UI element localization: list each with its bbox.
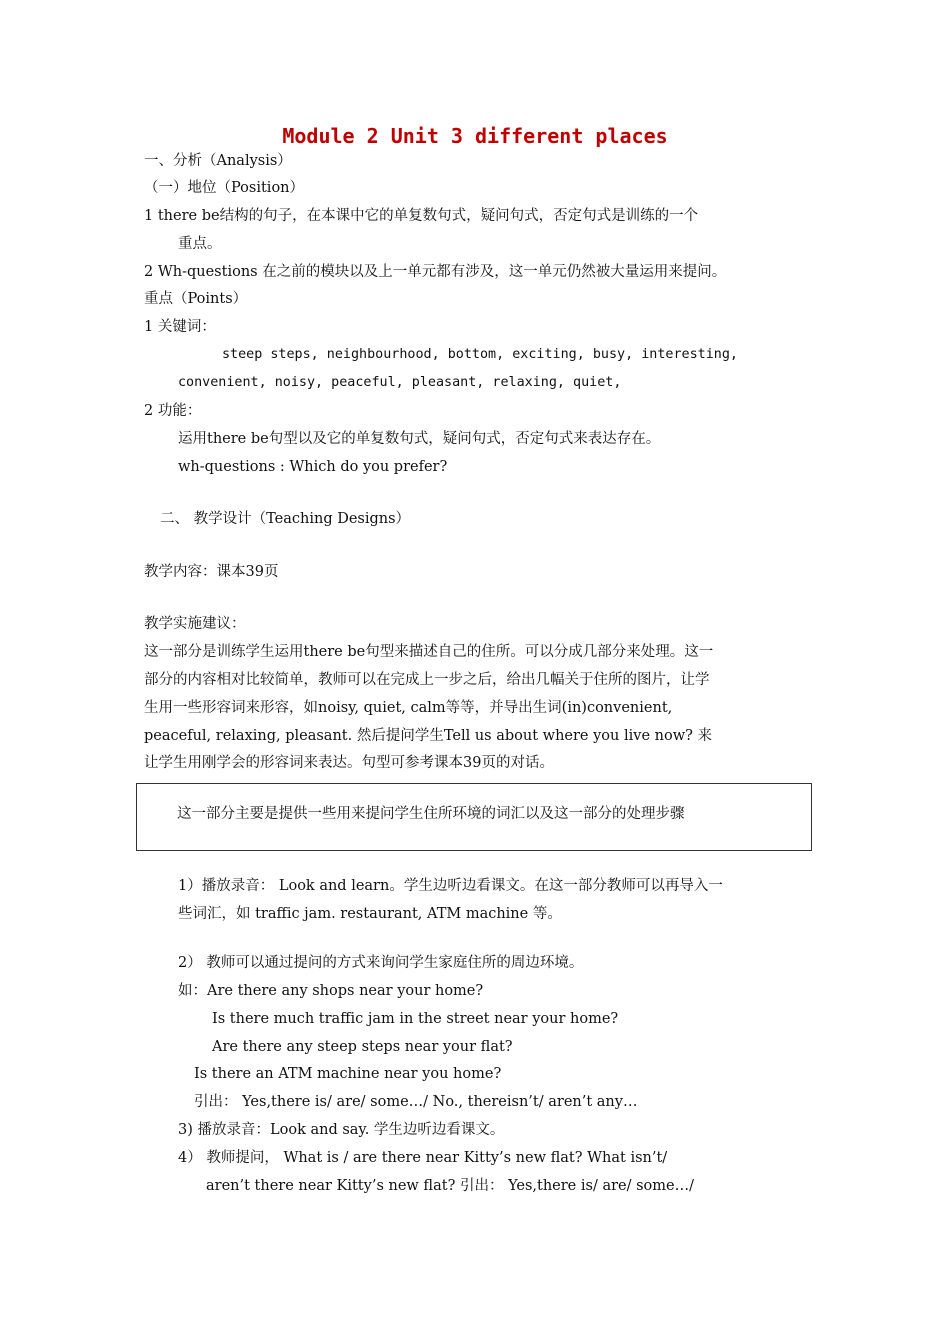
position-item-1: 1 there be结构的句子，在本课中它的单复数句式，疑问句式，否定句式是训练的一个 bbox=[144, 208, 699, 224]
section-design-heading: 二、 教学设计（Teaching Designs） bbox=[160, 511, 411, 527]
suggestion-line-4: peaceful, relaxing, pleasant. 然后提问学生Tell us about where you live now? 来 bbox=[144, 728, 713, 744]
suggestion-heading: 教学实施建议： bbox=[144, 616, 246, 632]
keywords-line-2: convenient, noisy, peaceful, pleasant, relaxing, quiet, bbox=[178, 375, 622, 390]
step-2-example-2: Is there much traffic jam in the street near your home? bbox=[212, 1011, 619, 1027]
teaching-content: 教学内容：课本39页 bbox=[144, 564, 279, 580]
note-box bbox=[136, 783, 812, 851]
document-title: Module 2 Unit 3 different places bbox=[282, 124, 668, 148]
suggestion-line-3: 生用一些形容词来形容，如noisy, quiet, calm等等，并导出生词(in)convenient, bbox=[144, 700, 673, 716]
step-1-line-2: 些词汇，如 traffic jam. restaurant, ATM machine 等。 bbox=[178, 906, 562, 922]
position-item-1-cont: 重点。 bbox=[178, 236, 222, 252]
position-item-2: 2 Wh-questions 在之前的模块以及上一单元都有涉及，这一单元仍然被大量运用来提问。 bbox=[144, 264, 727, 280]
position-heading: （一）地位（Position） bbox=[144, 180, 305, 196]
keywords-label: 1 关键词： bbox=[144, 319, 216, 335]
step-2-line-1: 2） 教师可以通过提问的方式来询问学生家庭住所的周边环境。 bbox=[178, 955, 584, 971]
step-2-example-3: Are there any steep steps near your flat? bbox=[212, 1039, 513, 1055]
keywords-line-1: steep steps, neighbourhood, bottom, exciting, busy, interesting, bbox=[222, 347, 738, 362]
step-4-line-2: aren’t there near Kitty’s new flat? 引出： Yes,there is/ are/ some…/ bbox=[206, 1178, 694, 1194]
section-analysis-heading: 一、分析（Analysis） bbox=[144, 153, 292, 169]
note-box-text: 这一部分主要是提供一些用来提问学生住所环境的词汇以及这一部分的处理步骤 bbox=[177, 806, 685, 822]
function-label: 2 功能： bbox=[144, 403, 202, 419]
points-heading: 重点（Points） bbox=[144, 291, 248, 307]
step-2-answer: 引出： Yes,there is/ are/ some…/ No., thereisn’t/ aren’t any… bbox=[194, 1094, 638, 1110]
step-3-line: 3) 播放录音：Look and say. 学生边听边看课文。 bbox=[178, 1122, 505, 1138]
suggestion-line-1: 这一部分是训练学生运用there be句型来描述自己的住所。可以分成几部分来处理。这一 bbox=[144, 644, 714, 660]
suggestion-line-5: 让学生用刚学会的形容词来表达。句型可参考课本39页的对话。 bbox=[144, 755, 554, 771]
function-line-2: wh-questions : Which do you prefer? bbox=[178, 459, 448, 475]
step-2-example-4: Is there an ATM machine near you home? bbox=[194, 1066, 502, 1082]
step-4-line-1: 4） 教师提问， What is / are there near Kitty’s new flat? What isn’t/ bbox=[178, 1150, 668, 1166]
function-line-1: 运用there be句型以及它的单复数句式，疑问句式，否定句式来表达存在。 bbox=[178, 431, 661, 447]
step-1-line-1: 1）播放录音： Look and learn。学生边听边看课文。在这一部分教师可以再导入一 bbox=[178, 878, 723, 894]
suggestion-line-2: 部分的内容相对比较简单，教师可以在完成上一步之后，给出几幅关于住所的图片，让学 bbox=[144, 672, 710, 688]
step-2-example-1: 如：Are there any shops near your home? bbox=[178, 983, 484, 999]
